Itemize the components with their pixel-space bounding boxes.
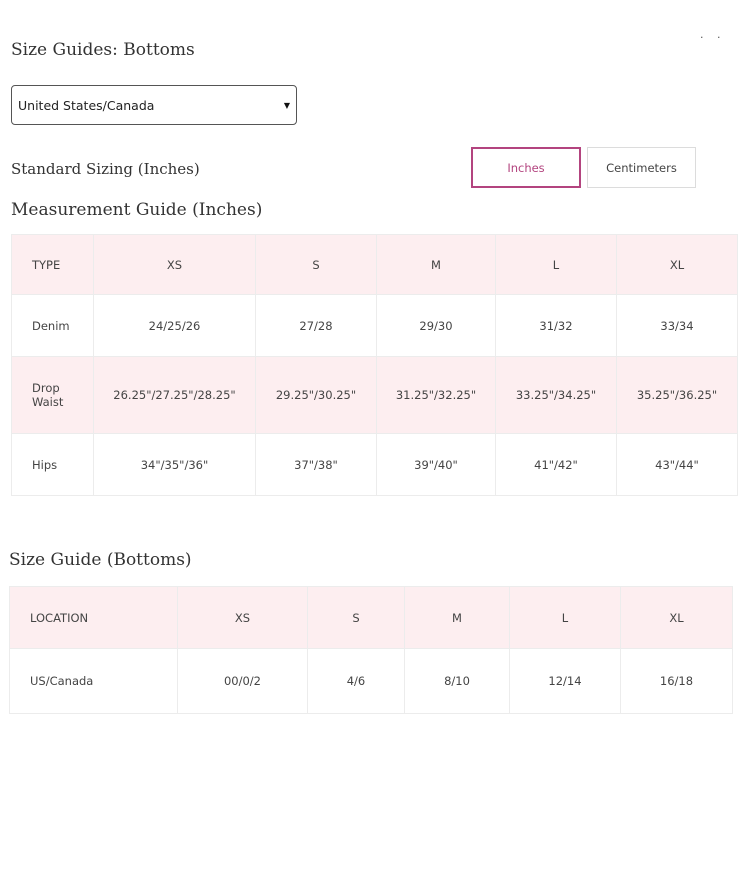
header-cell-xl: XL	[621, 587, 733, 649]
measurement-header-row	[12, 235, 738, 295]
header-cell-m: M	[377, 235, 496, 295]
measurement-guide-title: Measurement Guide (Inches)	[11, 200, 263, 220]
table-cell: 16/18	[621, 649, 733, 714]
row-label-denim: Denim	[12, 295, 94, 357]
table-row	[12, 295, 738, 357]
measurement-table	[11, 234, 738, 496]
table-cell: 4/6	[308, 649, 405, 714]
size-guide-table	[9, 586, 733, 714]
inches-button[interactable]: Inches	[471, 147, 581, 188]
header-cell-xl: XL	[617, 235, 738, 295]
header-cell-l: L	[496, 235, 617, 295]
page-title: Size Guides: Bottoms	[11, 40, 195, 60]
row-label-hips: Hips	[12, 434, 94, 496]
standard-sizing-label: Standard Sizing (Inches)	[11, 160, 200, 178]
table-cell: 35.25"/36.25"	[617, 357, 738, 434]
table-row	[12, 434, 738, 496]
table-cell: 34"/35"/36"	[94, 434, 256, 496]
table-cell: 24/25/26	[94, 295, 256, 357]
table-cell: 29.25"/30.25"	[256, 357, 377, 434]
size-guide-header-row	[10, 587, 733, 649]
close-icon[interactable]: . .	[700, 28, 726, 41]
header-cell-type: TYPE	[12, 235, 94, 295]
table-cell: 12/14	[510, 649, 621, 714]
table-row	[12, 357, 738, 434]
table-cell: 31/32	[496, 295, 617, 357]
row-label-drop-waist: Drop Waist	[12, 357, 94, 434]
table-cell: 29/30	[377, 295, 496, 357]
table-cell: 41"/42"	[496, 434, 617, 496]
region-select[interactable]	[11, 85, 297, 125]
header-cell-m: M	[405, 587, 510, 649]
table-cell: 31.25"/32.25"	[377, 357, 496, 434]
header-cell-xs: XS	[178, 587, 308, 649]
table-cell: 27/28	[256, 295, 377, 357]
header-cell-location: LOCATION	[10, 587, 178, 649]
size-guide-title: Size Guide (Bottoms)	[9, 550, 192, 570]
table-cell: 33/34	[617, 295, 738, 357]
region-select-value: United States/Canada	[18, 97, 155, 113]
table-cell: 37"/38"	[256, 434, 377, 496]
centimeters-button[interactable]: Centimeters	[587, 147, 696, 188]
header-cell-s: S	[256, 235, 377, 295]
table-cell: 8/10	[405, 649, 510, 714]
header-cell-xs: XS	[94, 235, 256, 295]
chevron-down-icon: ▼	[283, 100, 290, 110]
table-row	[10, 649, 733, 714]
table-cell: 26.25"/27.25"/28.25"	[94, 357, 256, 434]
row-label-us-canada: US/Canada	[10, 649, 178, 714]
header-cell-l: L	[510, 587, 621, 649]
table-cell: 33.25"/34.25"	[496, 357, 617, 434]
header-cell-s: S	[308, 587, 405, 649]
table-cell: 00/0/2	[178, 649, 308, 714]
table-cell: 43"/44"	[617, 434, 738, 496]
table-cell: 39"/40"	[377, 434, 496, 496]
